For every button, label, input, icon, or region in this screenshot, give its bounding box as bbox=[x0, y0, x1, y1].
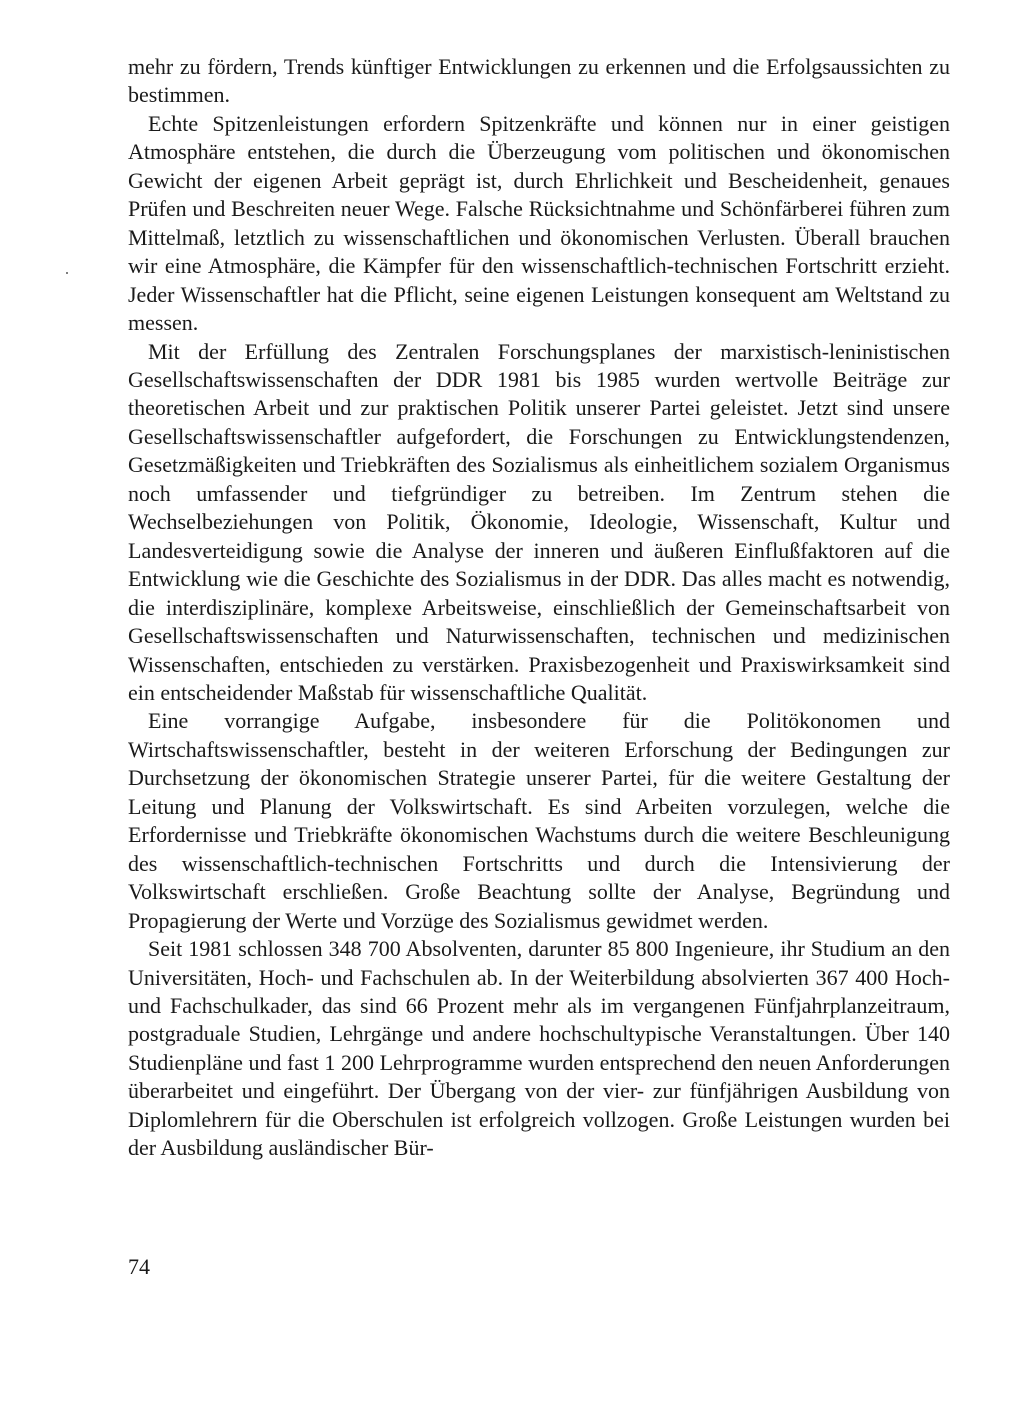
paragraph-4: Eine vorrangige Aufgabe, insbesondere für die Politökonomen und Wirtschaftswissenschaftler, besteht in der weiteren Erforschung der Bedingungen zur Durchsetzung der ökonomischen Strategie unserer Partei, für die weitere Gestaltung der Leitung und Planung der Volkswirtschaft. Es sind Arbeiten vorzulegen, welche die Erfordernisse und Triebkräfte ökonomischen Wachstums durch die weitere Beschleunigung des wissenschaftlich-technischen Fortschritts und durch die Intensivierung der Volkswirtschaft erschließen. Große Beachtung sollte der Analyse, Begründung und Propagierung der Werte und Vorzüge des Sozialismus gewidmet werden. bbox=[128, 708, 950, 933]
paragraph-5: Seit 1981 schlossen 348 700 Absolventen, darunter 85 800 Ingenieure, ihr Studium an den Universitäten, Hoch- und Fachschulen ab. In der Weiterbildung absolvierten 367 400 Hoch- und Fachschulkader, das sind 66 Prozent mehr als im vergangenen Fünfjahrplanzeitraum, postgraduale Studien, Lehrgänge und andere hochschultypische Veranstaltungen. Über 140 Studienpläne und fast 1 200 Lehrprogramme wurden entsprechend den neuen Anforderungen überarbeitet und eingeführt. Der Übergang von der vier- zur fünfjährigen Ausbildung von Diplomlehrern für die Oberschulen ist erfolgreich vollzogen. Große Leistungen wurden bei der Ausbildung ausländischer Bür- bbox=[128, 936, 950, 1161]
paragraph-3: Mit der Erfüllung des Zentralen Forschungsplanes der marxistisch-leninistischen Gesellschaftswissenschaften der DDR 1981 bis 1985 wurden wertvolle Beiträge zur theoretischen Arbeit und zur praktischen Politik unserer Partei geleistet. Jetzt sind unsere Gesellschaftswissenschaftler aufgefordert, die Forschungen zu Entwicklungstendenzen, Gesetzmäßigkeiten und Triebkräften des Sozialismus als einheitlichem sozialem Organismus noch umfassender und tiefgründiger zu betreiben. Im Zentrum stehen die Wechselbeziehungen von Politik, Ökonomie, Ideologie, Wissenschaft, Kultur und Landesverteidigung sowie die Analyse der inneren und äußeren Einflußfaktoren auf die Entwicklung wie die Geschichte des Sozialismus in der DDR. Das alles macht es notwendig, die interdisziplinäre, komplexe Arbeitsweise, einschließlich der Gemeinschaftsarbeit von Gesellschaftswissenschaften und Naturwissenschaften, technischen und medizinischen Wissenschaften, entschieden zu verstärken. Praxisbezogenheit und Praxiswirksamkeit sind ein entscheidender Maßstab für wissenschaftliche Qualität. bbox=[128, 338, 950, 705]
page-number: 74 bbox=[128, 1254, 150, 1279]
paragraph-2: Echte Spitzenleistungen erfordern Spitzenkräfte und können nur in einer geistigen Atmosphäre entstehen, die durch die Überzeugung vom politischen und ökonomischen Gewicht der eigenen Arbeit geprägt ist, durch Ehrlichkeit und Bescheidenheit, genaues Prüfen und Beschreiten neuer Wege. Falsche Rücksichtnahme und Schönfärberei führen zum Mittelmaß, letztlich zu wissenschaftlichen und ökonomischen Verlusten. Überall brauchen wir eine Atmosphäre, die Kämpfer für den wissenschaftlich-technischen Fortschritt erzieht. Jeder Wissenschaftler hat die Pflicht, seine eigenen Leistungen konsequent am Weltstand zu messen. bbox=[128, 110, 950, 336]
scan-speck bbox=[66, 272, 68, 274]
body-text bbox=[128, 53, 950, 1163]
paragraph-1: mehr zu fördern, Trends künftiger Entwicklungen zu erkennen und die Erfolgsaussichten zu bestimmen. bbox=[128, 54, 950, 108]
